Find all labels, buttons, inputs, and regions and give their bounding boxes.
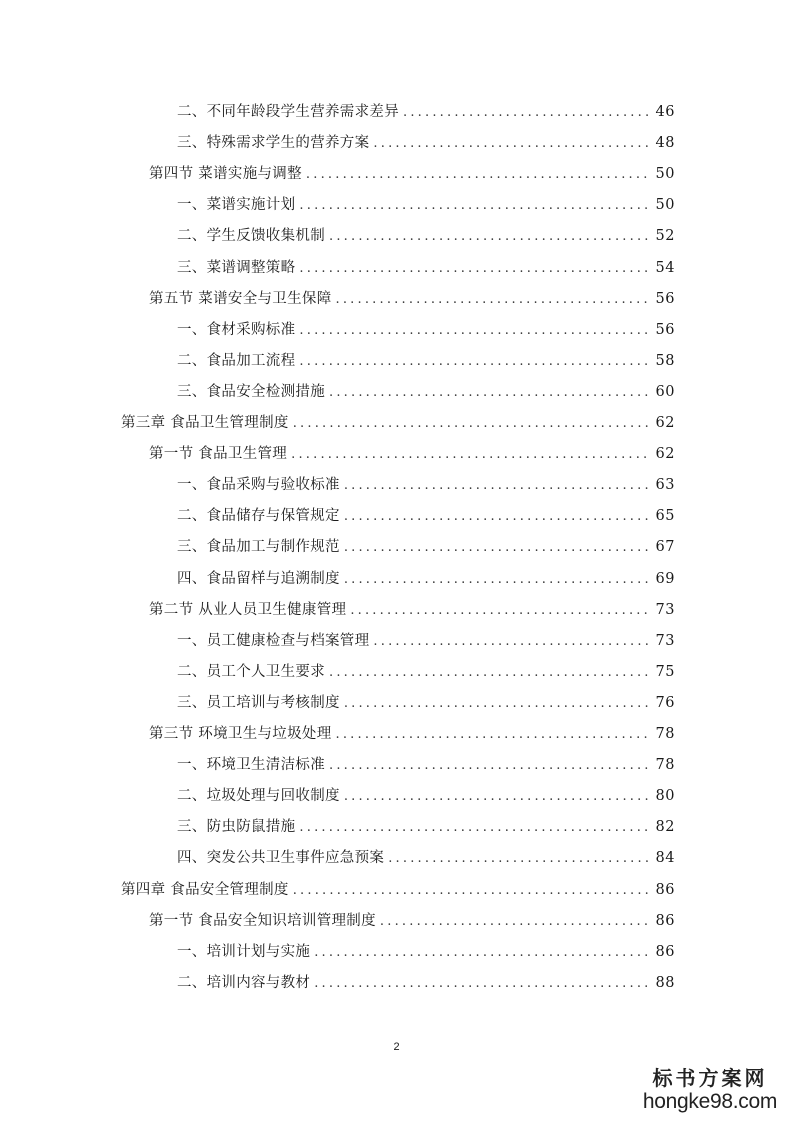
toc-leader-dots — [299, 258, 649, 280]
toc-entry-page: 56 — [655, 291, 675, 307]
watermark-logo — [635, 1066, 785, 1114]
toc-entry-page: 76 — [655, 695, 675, 711]
toc-leader-dots — [293, 413, 650, 435]
toc-entry[interactable] — [149, 443, 675, 465]
toc-entry-page: 86 — [655, 882, 675, 898]
toc-entry[interactable] — [177, 972, 675, 994]
toc-entry-title: 二、培训内容与教材 — [177, 975, 311, 991]
toc-entry[interactable] — [177, 101, 675, 123]
toc-entry[interactable] — [177, 536, 675, 558]
toc-leader-dots — [403, 102, 650, 124]
toc-entry-page: 88 — [655, 975, 675, 991]
toc-entry-page: 46 — [655, 104, 675, 120]
toc-entry[interactable] — [177, 225, 675, 247]
toc-entry[interactable] — [177, 816, 675, 838]
toc-entry-title: 第二节 从业人员卫生健康管理 — [149, 602, 347, 618]
toc-entry-page: 52 — [655, 228, 675, 244]
toc-entry-title: 第三节 环境卫生与垃圾处理 — [149, 726, 332, 742]
toc-entry[interactable] — [177, 257, 675, 279]
toc-entry-title: 一、食品采购与验收标准 — [177, 477, 340, 493]
toc-entry-title: 一、菜谱实施计划 — [177, 197, 296, 213]
toc-entry-title: 一、食材采购标准 — [177, 322, 296, 338]
toc-entry-page: 78 — [655, 757, 675, 773]
toc-entry[interactable] — [177, 319, 675, 341]
toc-leader-dots — [299, 351, 649, 373]
toc-entry[interactable] — [177, 661, 675, 683]
toc-entry-title: 二、不同年龄段学生营养需求差异 — [177, 104, 399, 120]
toc-entry[interactable] — [177, 941, 675, 963]
toc-leader-dots — [388, 848, 649, 870]
toc-entry-title: 三、食品加工与制作规范 — [177, 539, 340, 555]
toc-entry[interactable] — [149, 599, 675, 621]
toc-entry-page: 86 — [655, 913, 675, 929]
toc-entry-page: 48 — [655, 135, 675, 151]
toc-entry-title: 二、食品加工流程 — [177, 353, 296, 369]
toc-entry[interactable] — [121, 879, 675, 901]
toc-entry-title: 二、垃圾处理与回收制度 — [177, 788, 340, 804]
toc-entry-title: 四、突发公共卫生事件应急预案 — [177, 850, 385, 866]
toc-entry-page: 67 — [655, 539, 675, 555]
toc-entry-page: 62 — [655, 415, 675, 431]
toc-leader-dots — [329, 226, 650, 248]
toc-entry-title: 三、员工培训与考核制度 — [177, 695, 340, 711]
toc-leader-dots — [344, 506, 650, 528]
toc-entry-page: 78 — [655, 726, 675, 742]
toc-entry[interactable] — [177, 350, 675, 372]
toc-leader-dots — [314, 973, 649, 995]
toc-entry-page: 65 — [655, 508, 675, 524]
toc-entry-page: 73 — [655, 633, 675, 649]
toc-entry[interactable] — [121, 412, 675, 434]
toc-entry-page: 50 — [655, 166, 675, 182]
toc-entry-page: 86 — [655, 944, 675, 960]
toc-entry-page: 84 — [655, 850, 675, 866]
toc-leader-dots — [344, 537, 650, 559]
toc-entry-page: 82 — [655, 819, 675, 835]
toc-entry[interactable] — [177, 194, 675, 216]
toc-entry-title: 一、培训计划与实施 — [177, 944, 311, 960]
toc-leader-dots — [344, 569, 650, 591]
toc-leader-dots — [344, 786, 650, 808]
toc-entry[interactable] — [177, 568, 675, 590]
toc-entry-page: 50 — [655, 197, 675, 213]
toc-entry-page: 75 — [655, 664, 675, 680]
toc-entry[interactable] — [149, 723, 675, 745]
toc-entry[interactable] — [149, 163, 675, 185]
toc-leader-dots — [329, 755, 650, 777]
toc-leader-dots — [373, 133, 649, 155]
toc-entry-title: 三、食品安全检测措施 — [177, 384, 325, 400]
toc-leader-dots — [299, 817, 649, 839]
toc-entry[interactable] — [177, 630, 675, 652]
toc-entry-page: 60 — [655, 384, 675, 400]
toc-leader-dots — [329, 662, 650, 684]
toc-entry-title: 四、食品留样与追溯制度 — [177, 571, 340, 587]
page-number: 2 — [393, 1041, 400, 1053]
toc-entry-title: 三、防虫防鼠措施 — [177, 819, 296, 835]
watermark-url: hongke98.com — [642, 1090, 778, 1113]
toc-entry[interactable] — [177, 754, 675, 776]
toc-entry-title: 第一节 食品卫生管理 — [149, 446, 288, 462]
toc-leader-dots — [350, 600, 649, 622]
toc-leader-dots — [329, 382, 650, 404]
toc-entry-page: 56 — [655, 322, 675, 338]
toc-entry-title: 第四章 食品安全管理制度 — [121, 882, 289, 898]
toc-leader-dots — [344, 693, 650, 715]
toc-leader-dots — [336, 724, 650, 746]
toc-entry[interactable] — [177, 847, 675, 869]
toc-entry-title: 第一节 食品安全知识培训管理制度 — [149, 913, 376, 929]
toc-entry[interactable] — [177, 474, 675, 496]
toc-entry[interactable] — [177, 505, 675, 527]
toc-entry-page: 58 — [655, 353, 675, 369]
toc-entry-title: 第三章 食品卫生管理制度 — [121, 415, 289, 431]
toc-leader-dots — [291, 444, 649, 466]
toc-entry-title: 二、食品储存与保管规定 — [177, 508, 340, 524]
toc-entry-title: 三、菜谱调整策略 — [177, 260, 296, 276]
toc-leader-dots — [299, 320, 649, 342]
toc-entry-title: 一、员工健康检查与档案管理 — [177, 633, 370, 649]
watermark-site-name: 标书方案网 — [652, 1066, 768, 1090]
toc-leader-dots — [299, 195, 649, 217]
toc-entry-title: 三、特殊需求学生的营养方案 — [177, 135, 370, 151]
toc-entry-page: 73 — [655, 602, 675, 618]
toc-entry-title: 二、学生反馈收集机制 — [177, 228, 325, 244]
toc-entry[interactable] — [177, 132, 675, 154]
toc-leader-dots — [293, 880, 650, 902]
toc-leader-dots — [336, 289, 650, 311]
toc-leader-dots — [373, 631, 649, 653]
toc-entry-page: 63 — [655, 477, 675, 493]
toc-entry[interactable] — [177, 785, 675, 807]
toc-entry[interactable] — [177, 692, 675, 714]
toc-entry-page: 69 — [655, 571, 675, 587]
toc-leader-dots — [306, 164, 650, 186]
toc-leader-dots — [314, 942, 649, 964]
toc-leader-dots — [380, 911, 650, 933]
toc-entry[interactable] — [177, 381, 675, 403]
toc-entry-page: 62 — [655, 446, 675, 462]
toc-entry-title: 二、员工个人卫生要求 — [177, 664, 325, 680]
toc-leader-dots — [344, 475, 650, 497]
toc-entry-page: 54 — [655, 260, 675, 276]
toc-entry-title: 第四节 菜谱实施与调整 — [149, 166, 302, 182]
toc-entry[interactable] — [149, 910, 675, 932]
toc-entry-page: 80 — [655, 788, 675, 804]
toc-entry[interactable] — [149, 288, 675, 310]
toc-entry-title: 一、环境卫生清洁标准 — [177, 757, 325, 773]
toc-entry-title: 第五节 菜谱安全与卫生保障 — [149, 291, 332, 307]
